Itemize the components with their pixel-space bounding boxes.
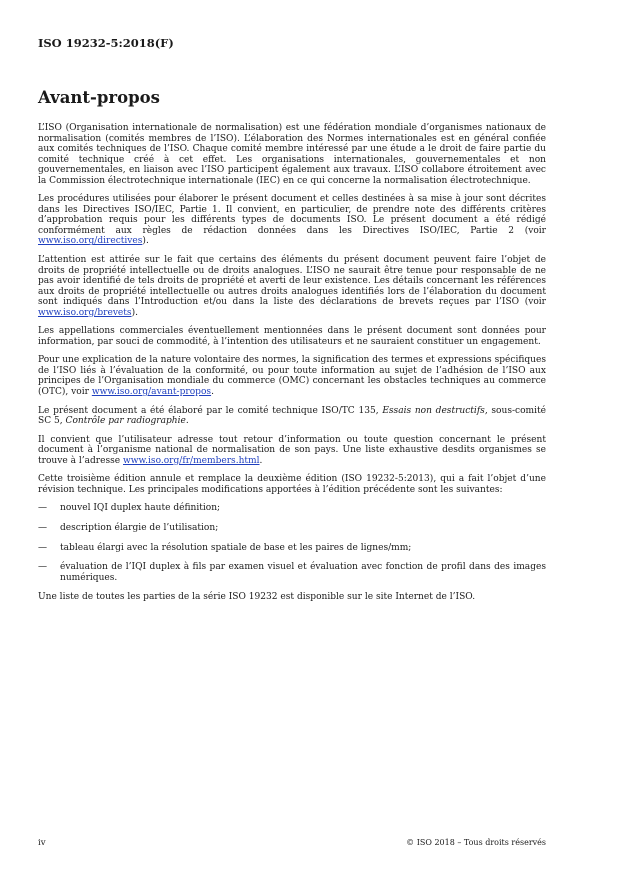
- paragraph-feedback: [38, 435, 546, 467]
- list-dash: —: [38, 522, 48, 533]
- paragraph-text: , sous-comité SC 5,: [38, 405, 547, 427]
- paragraph-patents: [38, 255, 546, 318]
- list-item: [38, 543, 546, 554]
- link-avant-propos[interactable]: www.iso.org/avant-propos: [91, 387, 212, 398]
- page-title: Avant-propos: [38, 88, 160, 107]
- foreword-body: [38, 123, 546, 611]
- link-members[interactable]: www.iso.org/fr/members.html: [123, 455, 260, 466]
- paragraph-edition: Cette troisième édition annule et remplace la deuxième édition (ISO 19232-5:2013), qui a fait l’objet d’une révision technique. Les principales modifications apportées à l’édition précédente sont les suivantes:: [38, 474, 546, 495]
- list-item-text: description élargie de l’utilisation;: [60, 522, 219, 533]
- committee-title: Essais non destructifs: [382, 405, 485, 416]
- document-id: ISO 19232-5:2018(F): [38, 36, 174, 50]
- paragraph-voluntary-nature: [38, 355, 546, 397]
- list-dash: —: [38, 542, 48, 553]
- paragraph-end: ).: [131, 307, 138, 318]
- paragraph-end: .: [259, 455, 263, 466]
- subcommittee-title: Contrôle par radiographie: [65, 416, 186, 427]
- list-item: [38, 503, 546, 514]
- copyright-notice: © ISO 2018 – Tous droits réservés: [406, 838, 546, 847]
- list-item: [38, 523, 546, 534]
- paragraph-committee: [38, 406, 546, 427]
- page-number: iv: [38, 838, 46, 848]
- list-item-text: évaluation de l’IQI duplex à fils par examen visuel et évaluation avec fonction de profil dans des images numériques.: [60, 562, 546, 583]
- list-dash: —: [38, 503, 48, 514]
- paragraph-series: Une liste de toutes les parties de la série ISO 19232 est disponible sur le site Internet de l’ISO.: [38, 592, 476, 603]
- list-item: [38, 562, 546, 583]
- list-item-text: tableau élargi avec la résolution spatiale de base et les paires de lignes/mm;: [60, 542, 412, 553]
- link-directives[interactable]: www.iso.org/directives: [38, 236, 143, 247]
- list-dash: —: [38, 562, 48, 573]
- paragraph-procedures: [38, 194, 546, 247]
- paragraph-text: Le présent document a été élaboré par le comité technique ISO/TC 135,: [38, 405, 383, 416]
- paragraph-text: Les procédures utilisées pour élaborer le présent document et celles destinées à sa mise à jour sont décrites dans les Directives ISO/IEC, Partie 1. Il convient, en particulier, de prendre note des différents critères d’approbation requis pour les différents types de documents ISO. Le présent document a été rédigé conformément aux règles de rédaction données dans les Directives ISO/IEC, Partie 2 (voir: [38, 194, 546, 236]
- changes-list: [38, 503, 546, 583]
- paragraph-end: .: [211, 387, 214, 398]
- list-item-text: nouvel IQI duplex haute définition;: [60, 503, 221, 514]
- paragraph-text: Il convient que l’utilisateur adresse tout retour d’information ou toute question concernant le présent document à l’organisme national de normalisation de son pays. Une liste exhaustive desdits organismes se trouve à l’adresse: [38, 434, 546, 466]
- paragraph-end: ).: [142, 236, 149, 247]
- paragraph-trade-names: Les appellations commerciales éventuellement mentionnées dans le présent document sont données pour information, par souci de commodité, à l’intention des utilisateurs et ne sauraient constituer un engagement.: [38, 326, 546, 347]
- paragraph-iso-intro: L’ISO (Organisation internationale de normalisation) est une fédération mondiale d’organismes nationaux de normalisation (comités membres de l’ISO). L’élaboration des Normes internationales est en général confiée aux comités techniques de l’ISO. Chaque comité membre intéressé par une étude a le droit de faire partie du comité technique créé à cet effet. Les organisations internationales, gouvernementales et non gouvernementales, en liaison avec l’ISO participent également aux travaux. L’ISO collabore étroitement avec la Commission électrotechnique internationale (IEC) en ce qui concerne la normalisation électrotechnique.: [38, 123, 546, 186]
- link-brevets[interactable]: www.iso.org/brevets: [38, 307, 132, 318]
- paragraph-text: Pour une explication de la nature volontaire des normes, la signification des termes et expressions spécifiques de l’ISO liés à l’évaluation de la conformité, ou pour toute information au sujet de l’adhésion de l’ISO aux principes de l’Organisation mondiale du commerce (OMC) concernant les obstacles techniques au commerce (OTC), voir: [38, 355, 546, 398]
- paragraph-text: L’attention est attirée sur le fait que certains des éléments du présent document peuvent faire l’objet de droits de propriété intellectuelle ou de droits analogues. L’ISO ne saurait être tenue pour responsable de ne pas avoir identifié de tels droits de propriété et averti de leur existence. Les détails concernant les références aux droits de propriété intellectuelle ou autres droits analogues identifiés lors de l’élaboration du document sont indiqués dans l’Introduction et/ou dans la liste des déclarations de brevets reçues par l’ISO (voir: [38, 255, 546, 308]
- paragraph-end: .: [185, 416, 189, 427]
